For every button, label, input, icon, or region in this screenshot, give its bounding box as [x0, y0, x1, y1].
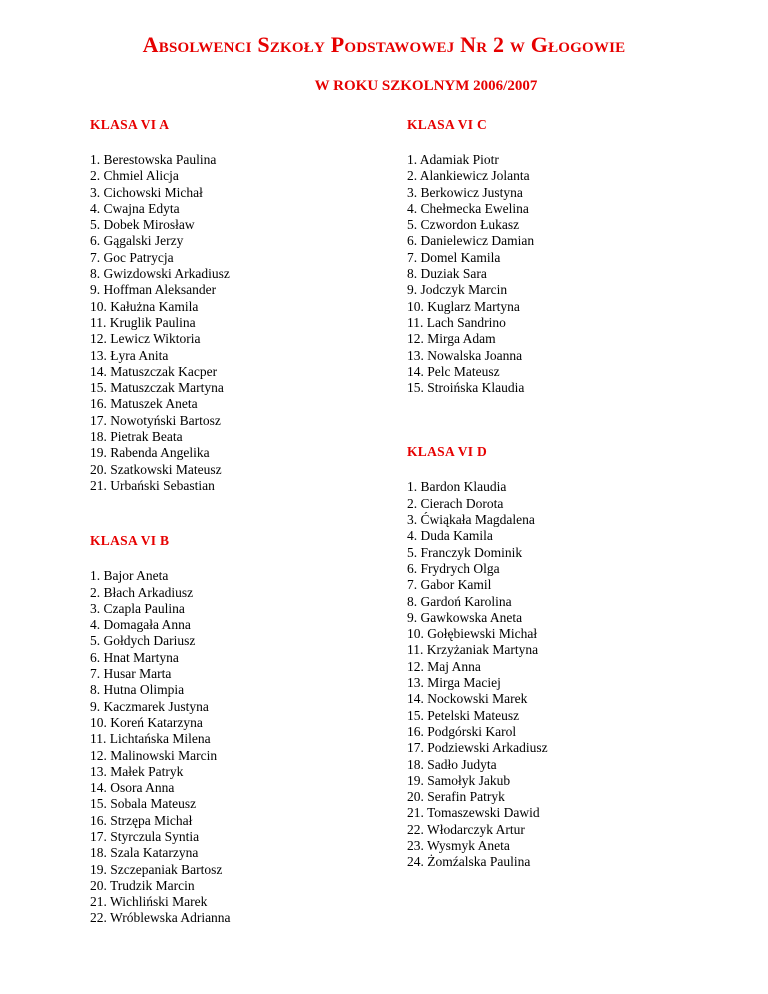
- student-item-vi-b: 1. Bajor Aneta: [90, 568, 169, 584]
- student-item-vi-c: 6. Danielewicz Damian: [407, 233, 535, 249]
- student-item-vi-b: 4. Domagała Anna: [90, 617, 191, 633]
- student-item-vi-a: 2. Chmiel Alicja: [90, 168, 179, 184]
- student-item-vi-d: 24. Żomźalska Paulina: [407, 854, 531, 870]
- student-item-vi-c: 14. Pelc Mateusz: [407, 363, 500, 379]
- student-item-vi-b: 22. Wróblewska Adrianna: [90, 910, 231, 926]
- student-list-vi-d: [407, 479, 727, 870]
- student-item-vi-a: 9. Hoffman Aleksander: [90, 282, 217, 298]
- left-column: [90, 116, 410, 927]
- student-item-vi-a: 1. Berestowska Paulina: [90, 152, 217, 167]
- student-item-vi-b: 13. Małek Patryk: [90, 763, 184, 779]
- class-block-vi-b: [90, 532, 410, 927]
- student-item-vi-a: 13. Łyra Anita: [90, 347, 169, 363]
- student-item-vi-a: 17. Nowotyński Bartosz: [90, 412, 221, 428]
- student-item-vi-c: 13. Nowalska Joanna: [407, 347, 523, 363]
- student-item-vi-d: 7. Gabor Kamil: [407, 577, 492, 593]
- student-item-vi-a: 7. Goc Patrycja: [90, 249, 174, 265]
- student-item-vi-d: 22. Włodarczyk Artur: [407, 821, 525, 837]
- student-item-vi-a: 20. Szatkowski Mateusz: [90, 461, 222, 477]
- student-item-vi-d: 5. Franczyk Dominik: [407, 544, 523, 560]
- class-block-vi-c: [407, 116, 727, 396]
- right-column: [407, 116, 727, 871]
- student-item-vi-b: 21. Wichliński Marek: [90, 894, 208, 910]
- student-item-vi-b: 3. Czapla Paulina: [90, 600, 185, 616]
- student-item-vi-d: 10. Gołębiewski Michał: [407, 626, 538, 642]
- student-item-vi-a: 19. Rabenda Angelika: [90, 445, 210, 461]
- student-list-vi-b: [90, 568, 410, 927]
- student-item-vi-d: 1. Bardon Klaudia: [407, 479, 507, 495]
- student-item-vi-b: 5. Gołdych Dariusz: [90, 633, 196, 649]
- student-item-vi-d: 9. Gawkowska Aneta: [407, 609, 523, 625]
- student-item-vi-d: 2. Cierach Dorota: [407, 495, 504, 511]
- student-item-vi-b: 19. Szczepaniak Bartosz: [90, 861, 223, 877]
- student-item-vi-b: 2. Błach Arkadiusz: [90, 584, 194, 600]
- student-item-vi-b: 17. Styrczula Syntia: [90, 828, 200, 844]
- student-item-vi-c: 7. Domel Kamila: [407, 249, 501, 265]
- spacer: [407, 396, 727, 443]
- class-heading-vi-c: KLASA VI C: [407, 117, 488, 132]
- class-block-vi-a: [90, 116, 410, 494]
- student-item-vi-a: 12. Lewicz Wiktoria: [90, 331, 201, 347]
- student-item-vi-a: 5. Dobek Mirosław: [90, 217, 195, 233]
- student-item-vi-c: 2. Alankiewicz Jolanta: [407, 168, 530, 184]
- student-item-vi-b: 8. Hutna Olimpia: [90, 682, 185, 698]
- student-item-vi-a: 11. Kruglik Paulina: [90, 314, 196, 330]
- student-item-vi-d: 15. Petelski Mateusz: [407, 707, 520, 723]
- student-item-vi-b: 12. Malinowski Marcin: [90, 747, 218, 763]
- student-item-vi-a: 10. Kałużna Kamila: [90, 298, 199, 314]
- student-item-vi-c: 8. Duziak Sara: [407, 266, 487, 282]
- student-item-vi-d: 14. Nockowski Marek: [407, 691, 528, 707]
- student-item-vi-d: 4. Duda Kamila: [407, 528, 493, 544]
- student-item-vi-d: 19. Samołyk Jakub: [407, 772, 511, 788]
- student-item-vi-b: 15. Sobala Mateusz: [90, 796, 197, 812]
- student-item-vi-b: 18. Szala Katarzyna: [90, 845, 199, 861]
- class-heading-vi-a: KLASA VI A: [90, 117, 170, 132]
- student-item-vi-d: 17. Podziewski Arkadiusz: [407, 740, 548, 756]
- student-item-vi-d: 3. Ćwiąkała Magdalena: [407, 512, 535, 528]
- student-item-vi-c: 12. Mirga Adam: [407, 331, 496, 347]
- student-item-vi-c: 10. Kuglarz Martyna: [407, 298, 520, 314]
- spacer: [90, 494, 410, 532]
- student-item-vi-d: 13. Mirga Maciej: [407, 675, 501, 691]
- student-item-vi-c: 4. Chełmecka Ewelina: [407, 200, 529, 216]
- student-item-vi-a: 6. Gągalski Jerzy: [90, 233, 184, 249]
- student-item-vi-a: 15. Matuszczak Martyna: [90, 380, 224, 396]
- student-item-vi-a: 4. Cwajna Edyta: [90, 200, 180, 216]
- student-item-vi-d: 11. Krzyżaniak Martyna: [407, 642, 539, 658]
- student-item-vi-b: 20. Trudzik Marcin: [90, 877, 195, 893]
- class-heading-vi-d: KLASA VI D: [407, 444, 488, 460]
- student-list-vi-a: [90, 152, 410, 494]
- student-item-vi-d: 6. Frydrych Olga: [407, 560, 500, 576]
- student-item-vi-c: 1. Adamiak Piotr: [407, 152, 499, 167]
- student-item-vi-a: 14. Matuszczak Kacper: [90, 363, 218, 379]
- student-item-vi-b: 16. Strzępa Michał: [90, 812, 193, 828]
- student-item-vi-c: 3. Berkowicz Justyna: [407, 184, 523, 200]
- student-item-vi-b: 9. Kaczmarek Justyna: [90, 698, 209, 714]
- page-subtitle: W ROKU SZKOLNYM 2006/2007: [314, 78, 538, 94]
- student-item-vi-a: 21. Urbański Sebastian: [90, 477, 215, 493]
- student-item-vi-b: 7. Husar Marta: [90, 666, 172, 682]
- class-heading-vi-b: KLASA VI B: [90, 533, 170, 549]
- student-list-vi-c: [407, 152, 727, 396]
- class-block-vi-d: [407, 443, 727, 870]
- student-item-vi-a: 3. Cichowski Michał: [90, 184, 203, 200]
- student-item-vi-a: 16. Matuszek Aneta: [90, 396, 198, 412]
- student-item-vi-b: 11. Lichtańska Milena: [90, 731, 211, 747]
- student-item-vi-c: 5. Czwordon Łukasz: [407, 217, 520, 233]
- student-item-vi-d: 18. Sadło Judyta: [407, 756, 497, 772]
- student-item-vi-a: 8. Gwizdowski Arkadiusz: [90, 266, 230, 282]
- student-item-vi-d: 12. Maj Anna: [407, 658, 481, 674]
- student-item-vi-c: 9. Jodczyk Marcin: [407, 282, 508, 298]
- student-item-vi-d: 21. Tomaszewski Dawid: [407, 805, 540, 821]
- student-item-vi-c: 11. Lach Sandrino: [407, 314, 506, 330]
- student-item-vi-a: 18. Pietrak Beata: [90, 429, 183, 445]
- page-title: Absolwenci Szkoły Podstawowej Nr 2 w Głogowie: [142, 32, 626, 57]
- student-item-vi-d: 23. Wysmyk Aneta: [407, 837, 510, 853]
- student-item-vi-d: 20. Serafin Patryk: [407, 789, 505, 805]
- student-item-vi-c: 15. Stroińska Klaudia: [407, 380, 525, 396]
- student-item-vi-d: 16. Podgórski Karol: [407, 723, 517, 739]
- student-item-vi-b: 14. Osora Anna: [90, 780, 175, 796]
- student-item-vi-b: 6. Hnat Martyna: [90, 649, 179, 665]
- student-item-vi-d: 8. Gardoń Karolina: [407, 593, 512, 609]
- student-item-vi-b: 10. Koreń Katarzyna: [90, 714, 203, 730]
